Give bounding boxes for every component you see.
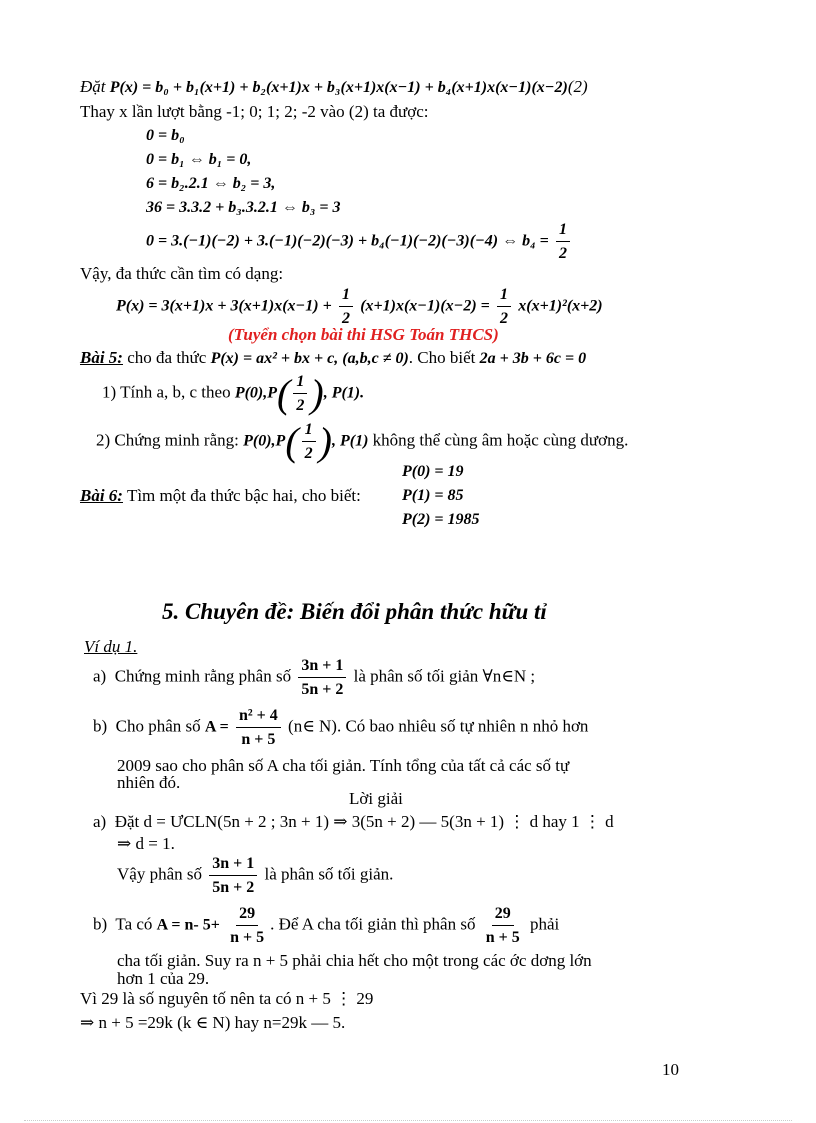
fraction-denominator: 5n + 2 xyxy=(212,879,255,897)
bai6-label: Bài 6: xyxy=(80,486,123,505)
bai5-item2 xyxy=(96,420,628,463)
p-letter: P xyxy=(267,384,278,402)
solution-b-text1: Ta có xyxy=(115,914,153,934)
fraction-denominator: 2 xyxy=(304,445,313,463)
equation-b1: 0 = b₁ ⇔ b₁ = 0, xyxy=(146,151,252,168)
p-zero: P(0), xyxy=(243,432,276,450)
example-a-text2: là phân số tối giản xyxy=(353,666,479,686)
example-b-text2: (n∈ N). Có bao nhiêu số tự nhiên n nhỏ hơn xyxy=(288,716,589,736)
solution-a-line2: ⇒ d = 1. xyxy=(117,834,175,853)
footer-divider xyxy=(24,1120,792,1121)
example-a-text1: Chứng minh rằng phân số xyxy=(114,666,292,686)
fraction-one-half xyxy=(556,220,570,263)
example-b xyxy=(93,706,588,749)
fraction-denominator: 2 xyxy=(500,310,509,328)
final-poly-part3: x(x+1)²(x+2) xyxy=(518,297,603,315)
fraction-numerator: 3n + 1 xyxy=(298,656,346,678)
fraction-numerator: n² + 4 xyxy=(236,706,281,728)
example-label: Ví dụ 1. xyxy=(84,637,138,656)
equation-b3: 36 = 3.3.2 + b₃.3.2.1 ⇔ b₃ = 3 xyxy=(146,199,341,216)
p-zero: P(0), xyxy=(234,384,268,402)
example-b-label: b) xyxy=(93,716,108,736)
fraction-denominator: 5n + 2 xyxy=(301,681,344,699)
p-letter: P xyxy=(275,432,286,450)
p-half-argument: ( $\frac{1}{2}$ ) xyxy=(285,418,332,464)
example-a-tail: ∀n∈N ; xyxy=(482,666,536,686)
fraction-numerator: 29 xyxy=(236,904,258,926)
equation-b0: 0 = b₀ xyxy=(146,127,185,144)
fraction-denominator: n + 5 xyxy=(485,929,520,947)
bai6-line xyxy=(80,486,361,506)
substitute-line: Thay x lần lượt bằng -1; 0; 1; 2; -2 vào (2) ta được: xyxy=(80,102,429,121)
bai5-condition: 2a + 3b + 6c = 0 xyxy=(479,350,587,367)
bai5-text2: . Cho biết xyxy=(408,348,476,367)
fraction-denominator: 2 xyxy=(341,310,350,328)
solution-b-line2: cha tối giản. Suy ra n + 5 phải chia hết cho một trong các ớc dơng lớn xyxy=(117,951,592,970)
solution-a-fraction xyxy=(209,854,257,897)
bai5-item1-prefix: 1) Tính a, b, c theo xyxy=(102,382,231,402)
fraction-numerator: 1 xyxy=(497,285,511,307)
fraction-denominator: 2 xyxy=(559,245,568,263)
fraction-numerator: 1 xyxy=(556,220,570,242)
fraction-denominator: 2 xyxy=(296,397,305,415)
solution-b-text3: phải xyxy=(529,914,560,934)
bai6-value-p0: P(0) = 19 xyxy=(402,463,464,480)
solution-a-label: a) xyxy=(93,812,107,831)
solution-a-line3-suffix: là phân số tối giản. xyxy=(264,864,394,884)
final-polynomial xyxy=(116,285,603,328)
bai5-line xyxy=(80,348,586,368)
bai6-text: Tìm một đa thức bậc hai, cho biết: xyxy=(126,486,361,505)
final-poly-part2: (x+1)x(x−1)(x−2) = xyxy=(360,297,490,315)
fraction-numerator: 1 xyxy=(339,285,353,307)
example-a-fraction xyxy=(298,656,346,699)
example-b-fraction xyxy=(236,706,281,749)
solution-a-line1 xyxy=(93,812,614,832)
bai5-item2-prefix: 2) Chứng minh rằng: xyxy=(96,430,239,450)
solution-b-fraction1 xyxy=(227,904,267,947)
source-note: (Tuyển chọn bài thi HSG Toán THCS) xyxy=(228,325,499,344)
bai5-item2-suffix: không thể cùng âm hoặc cùng dương. xyxy=(372,430,629,450)
equation-label: (2) xyxy=(567,77,588,96)
equation-b2: 6 = b₂.2.1 ⇔ b₂ = 3, xyxy=(146,175,276,192)
fraction-numerator: 1 xyxy=(302,420,316,442)
solution-a-text: Đặt d = ƯCLN(5n + 2 ; 3n + 1) ⇒ 3(5n + 2) — 5(3n + 1) ⋮ d hay 1 ⋮ d xyxy=(114,812,614,831)
fraction-numerator: 29 xyxy=(492,904,514,926)
equation-b4-left: 0 = 3.(−1)(−2) + 3.(−1)(−2)(−3) + b₄(−1)(−2)(−3)(−4) ⇔ b₄ = xyxy=(146,232,549,250)
bai5-item1 xyxy=(102,372,364,415)
p-half-argument: ( $\frac{1}{2}$ ) xyxy=(277,370,324,416)
example-b-line2: 2009 sao cho phân số A cha tối giản. Tính tổng của tất cả các số tự xyxy=(117,756,570,775)
bai5-text1: cho đa thức xyxy=(127,348,207,367)
fraction-denominator: n + 5 xyxy=(241,731,276,749)
page-number: 10 xyxy=(662,1060,679,1079)
fraction-numerator: 1 xyxy=(293,372,307,394)
bai6-value-p1: P(1) = 85 xyxy=(402,487,464,504)
solution-title: Lời giải xyxy=(349,789,403,808)
solution-b-line1 xyxy=(93,904,559,947)
fraction-numerator: 3n + 1 xyxy=(209,854,257,876)
dat-prefix: Đặt xyxy=(80,77,106,96)
solution-a-line3-prefix: Vậy phân số xyxy=(117,864,202,884)
example-b-line3: nhiên đó. xyxy=(117,773,181,792)
fraction-denominator: n + 5 xyxy=(230,929,265,947)
final-line2: ⇒ n + 5 =29k (k ∈ N) hay n=29k — 5. xyxy=(80,1013,346,1032)
polynomial-definition: P(x) = b₀ + b₁(x+1) + b₂(x+1)x + b₃(x+1)x(x−1) + b₄(x+1)x(x−1)(x−2) xyxy=(109,79,568,96)
example-a-label: a) xyxy=(93,666,107,686)
section-title: 5. Chuyên đề: Biến đổi phân thức hữu tỉ xyxy=(162,599,547,624)
final-line1: Vì 29 là số nguyên tố nên ta có n + 5 ⋮ 29 xyxy=(80,989,374,1008)
dat-line xyxy=(80,77,588,97)
fraction-one-half xyxy=(497,285,511,328)
p-one: , P(1). xyxy=(323,384,365,402)
bai5-polynomial: P(x) = ax² + bx + c, (a,b,c ≠ 0) xyxy=(210,350,409,367)
solution-b-fraction2 xyxy=(483,904,523,947)
equation-b4 xyxy=(146,220,573,263)
conclusion-line: Vậy, đa thức cần tìm có dạng: xyxy=(80,264,284,283)
example-b-text1: Cho phân số xyxy=(115,716,201,736)
fraction-one-half xyxy=(339,285,353,328)
example-b-a-eq: A = xyxy=(204,718,229,736)
p-one: , P(1) xyxy=(331,432,369,450)
bai5-label: Bài 5: xyxy=(80,348,123,367)
final-poly-part1: P(x) = 3(x+1)x + 3(x+1)x(x−1) + xyxy=(116,297,332,315)
solution-b-a-expr: A = n- 5+ xyxy=(156,916,220,934)
solution-b-line3: hơn 1 của 29. xyxy=(117,969,210,988)
bai6-value-p2: P(2) = 1985 xyxy=(402,511,480,528)
solution-a-line3 xyxy=(117,854,393,897)
solution-b-label: b) xyxy=(93,914,108,934)
example-a xyxy=(93,656,535,699)
solution-b-text2: . Để A cha tối giản thì phân số xyxy=(270,914,476,934)
